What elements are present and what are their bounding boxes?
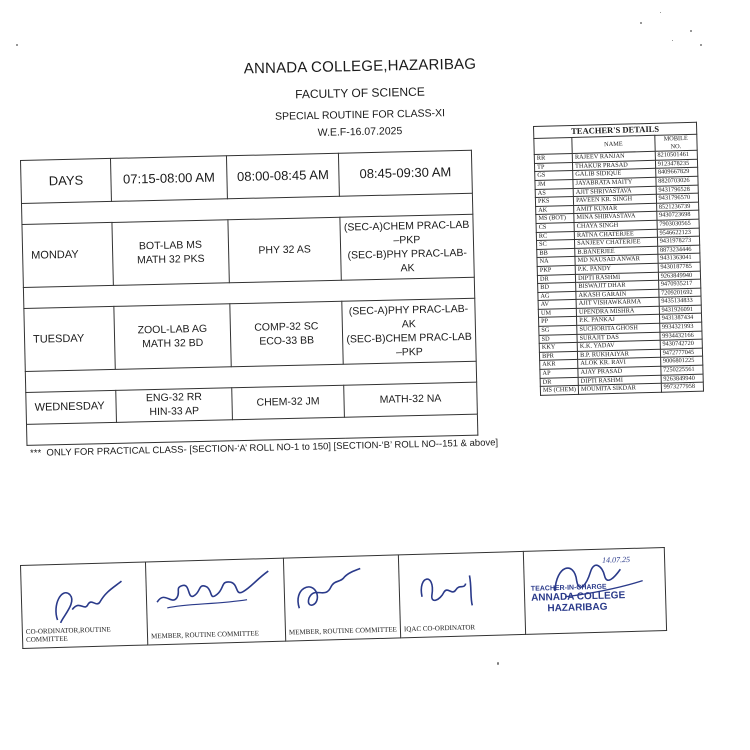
teacher-name: SANJEEV CHATERJEE [575,237,658,248]
class-entry: ZOOL-LAB AG [137,322,208,337]
routine-cell [232,385,345,420]
effective-date: W.E.F-16.07.2025 [317,125,403,139]
day-label: TUESDAY [24,306,115,371]
class-entry: CHEM-32 JM [256,395,320,410]
teacher-mobile: 9431796570 [656,193,699,203]
college-title: ANNADA COLLEGE,HAZARIBAG [243,55,477,78]
routine-cell [230,301,343,366]
slot-header: 07:15-08:00 AM [110,156,227,202]
teacher-mobile: 9934432166 [660,331,703,341]
signature-cell [283,555,400,641]
teacher-abbr: RR [534,154,572,164]
stamp-college: ANNADA COLLEGE [530,590,626,604]
day-label: MONDAY [22,222,113,287]
signature-role: IQAC CO-ORDINATOR [403,623,476,634]
mobile-header [654,134,697,151]
handwritten-signature [284,555,401,628]
teacher-abbr: AK [536,205,574,215]
teacher-name: UPENDRA MISHRA [576,306,659,317]
class-entry: MATH 32 PKS [136,252,205,267]
teacher-name: K.K. YADAV [577,341,660,352]
teacher-rows [534,150,703,395]
teacher-abbr: KKY [539,343,577,353]
teacher-name: AJAY PRASAD [578,366,661,377]
teacher-mobile: 9006801225 [660,357,703,367]
note-text: ONLY FOR PRACTICAL CLASS- [SECTION-‘A’ ROLL NO-1 to 150] [SECTION-‘B’ ROLL NO--151 & above] [46,437,499,459]
signature-cell [398,551,525,637]
teacher-name: SUCHORITA GHOSH [577,323,660,334]
teacher-abbr: CS [536,222,574,232]
class-entry: (SEC-A)CHEM PRAC-LAB –PKP [343,218,470,247]
teacher-name: RATNA CHATERJEE [574,229,657,240]
teacher-name: P.K. PANKAJ [577,315,660,326]
sign-date: 14.07.25 [601,554,631,565]
note-stars: *** [30,447,42,459]
class-entry: COMP-32 SC [254,320,319,334]
abbr-header [534,137,572,154]
teacher-abbr: JM [535,179,573,189]
teacher-abbr: AP [540,368,578,378]
routine-cell [114,304,231,370]
teacher-name: JAYABRATA MAITY [573,177,656,188]
teacher-name: BISWAJIT DHAR [576,280,659,291]
teacher-mobile: 8210501461 [655,150,698,160]
teacher-abbr: PP [539,317,577,327]
teacher-name: CHAYA SINGH [574,220,657,231]
teacher-abbr: DR [537,274,575,284]
teacher-abbr: TP [534,162,572,172]
teacher-mobile: 9431387434 [659,314,702,324]
class-entry: (SEC-B)CHEM PRAC-LAB –PKP [346,330,472,359]
teacher-abbr: AS [535,188,573,198]
class-entry: ECO-33 BB [259,334,315,348]
teacher-mobile: 9472777045 [660,348,703,358]
teacher-name: MOUMITA SIKDAR [578,383,661,394]
teacher-mobile: 9431926091 [659,305,702,315]
teacher-name: PAVEEN KR. SINGH [573,194,656,205]
teacher-name: GALIB SIDIQUE [573,169,656,180]
teacher-mobile: 9263849940 [661,374,704,384]
teacher-mobile: 9470935217 [658,279,701,289]
scan-speck [497,662,499,665]
teacher-name: B.P. RUKHAIYAR [577,349,660,360]
routine-row-monday [22,214,474,287]
stamp-role: TEACHER-IN-CHARGE [530,583,607,593]
routine-cell [340,214,474,280]
routine-cell [116,388,233,423]
scan-speck [16,44,18,46]
days-header: DAYS [21,158,112,203]
teacher-name: ALOK KR. RAVI [578,358,661,369]
class-entry: (SEC-B)PHY PRAC-LAB-AK [347,246,468,275]
teacher-name: AJIT SHRIVASTAVA [573,186,656,197]
slot-header: 08:00-08:45 AM [226,153,339,199]
teacher-abbr: BB [537,248,575,258]
teacher-mobile: 8409667829 [655,168,698,178]
name-header: NAME [572,135,655,153]
teacher-abbr: SG [539,325,577,335]
signature-role: MEMBER, ROUTINE COMMITTEE [288,625,397,637]
teacher-mobile: 9431978273 [657,236,700,246]
teacher-abbr: MS (BOT) [536,214,574,224]
teacher-abbr: AG [538,291,576,301]
teacher-abbr: SC [537,240,575,250]
signature-role: CO-ORDINATOR,ROUTINE COMMITTEE [25,625,111,644]
teacher-mobile: 9263849940 [658,271,701,281]
teacher-mobile: 7250225561 [661,365,704,375]
signature-strip [20,547,667,649]
teacher-abbr: BD [538,283,576,293]
teacher-mobile: 9431363041 [658,253,701,263]
teacher-table-title: TEACHER'S DETAILS [534,122,697,138]
signature-role: MEMBER, ROUTINE COMMITTEE [150,629,260,641]
teacher-abbr: PKS [535,197,573,207]
scan-speck [690,30,692,32]
routine-table [20,150,478,446]
teacher-mobile: 9934321993 [659,322,702,332]
teacher-mobile: 7903030565 [657,219,700,229]
signature-cell-principal [523,548,666,635]
teacher-mobile: 9123478235 [655,159,698,169]
mobile-header-line: MOBILE [663,134,688,143]
class-entry: MATH-32 NA [379,392,442,407]
teacher-mobile: 9546622123 [657,228,700,238]
teacher-name: DIPTI RASHMI [578,375,661,386]
slot-header: 08:45-09:30 AM [338,150,472,196]
teacher-mobile: 9430742720 [660,339,703,349]
teacher-name: SURAJIT DAS [577,332,660,343]
teacher-abbr: UM [538,308,576,318]
teacher-abbr: PKP [537,265,575,275]
teacher-mobile: 8873234446 [657,245,700,255]
teacher-name: MINA SHIRVASTAVA [574,212,657,223]
teacher-name: B.BANERJEE [575,246,658,257]
teacher-abbr: NA [537,257,575,267]
teacher-name: AKASH GARAIN [576,289,659,300]
teacher-name: MD NAUSAD ANWAR [575,255,658,266]
class-entry: (SEC-A)PHY PRAC-LAB-AK [348,302,469,331]
routine-cell [344,382,478,417]
teacher-abbr: AV [538,300,576,310]
routine-cell [228,217,341,282]
mobile-header-line: NO. [670,142,682,150]
day-label: WEDNESDAY [26,390,117,424]
teacher-name: RAJEEV RANJAN [572,152,655,163]
routine-cell [112,220,229,286]
signature-cell [145,558,285,645]
teacher-abbr: BPR [539,351,577,361]
handwritten-signature [146,559,286,633]
teacher-name: THAKUR PRASAD [573,160,656,171]
teacher-abbr: SD [539,334,577,344]
teacher-name: P.K. PANDY [575,263,658,274]
college-stamp [531,582,662,615]
signature-cell [21,562,148,648]
teacher-mobile: 8820703026 [656,176,699,186]
class-entry: ENG-32 RR [145,391,203,405]
teacher-mobile: 9430187785 [658,262,701,272]
teacher-mobile: 8521236739 [656,202,699,212]
handwritten-signature [399,552,526,625]
teacher-abbr: MS (CHEM) [540,386,578,396]
scan-speck [672,40,673,41]
teacher-abbr: RC [536,231,574,241]
teacher-abbr: DR [540,377,578,387]
teacher-abbr: GS [535,171,573,181]
teacher-mobile: 9435134833 [659,296,702,306]
scan-speck [640,22,642,24]
teacher-details-table [533,122,704,396]
scan-speck [700,44,702,46]
teacher-mobile: 9430723698 [656,211,699,221]
teacher-mobile: 9431796528 [656,185,699,195]
routine-row-tuesday [24,298,476,371]
teacher-abbr: AKR [540,360,578,370]
faculty-title: FACULTY OF SCIENCE [295,84,425,102]
teacher-name: AMIT KUMAR [574,203,657,214]
routine-title: SPECIAL ROUTINE FOR CLASS-XI [274,107,446,123]
handwritten-signature [21,562,148,635]
class-entry: HIN-33 AP [149,405,200,419]
routine-cell [342,298,476,364]
stamp-city: HAZARIBAG [547,601,608,615]
class-entry: MATH 32 BD [142,336,204,351]
teacher-name: AJIT VISHAWKARMA [576,298,659,309]
teacher-mobile: 7209201692 [658,288,701,298]
teacher-name: DIPTI RASHMI [575,272,658,283]
teacher-mobile: 9973277958 [661,382,704,392]
class-entry: BOT-LAB MS [138,238,203,253]
class-entry: PHY 32 AS [258,243,311,257]
scan-speck [660,12,661,13]
